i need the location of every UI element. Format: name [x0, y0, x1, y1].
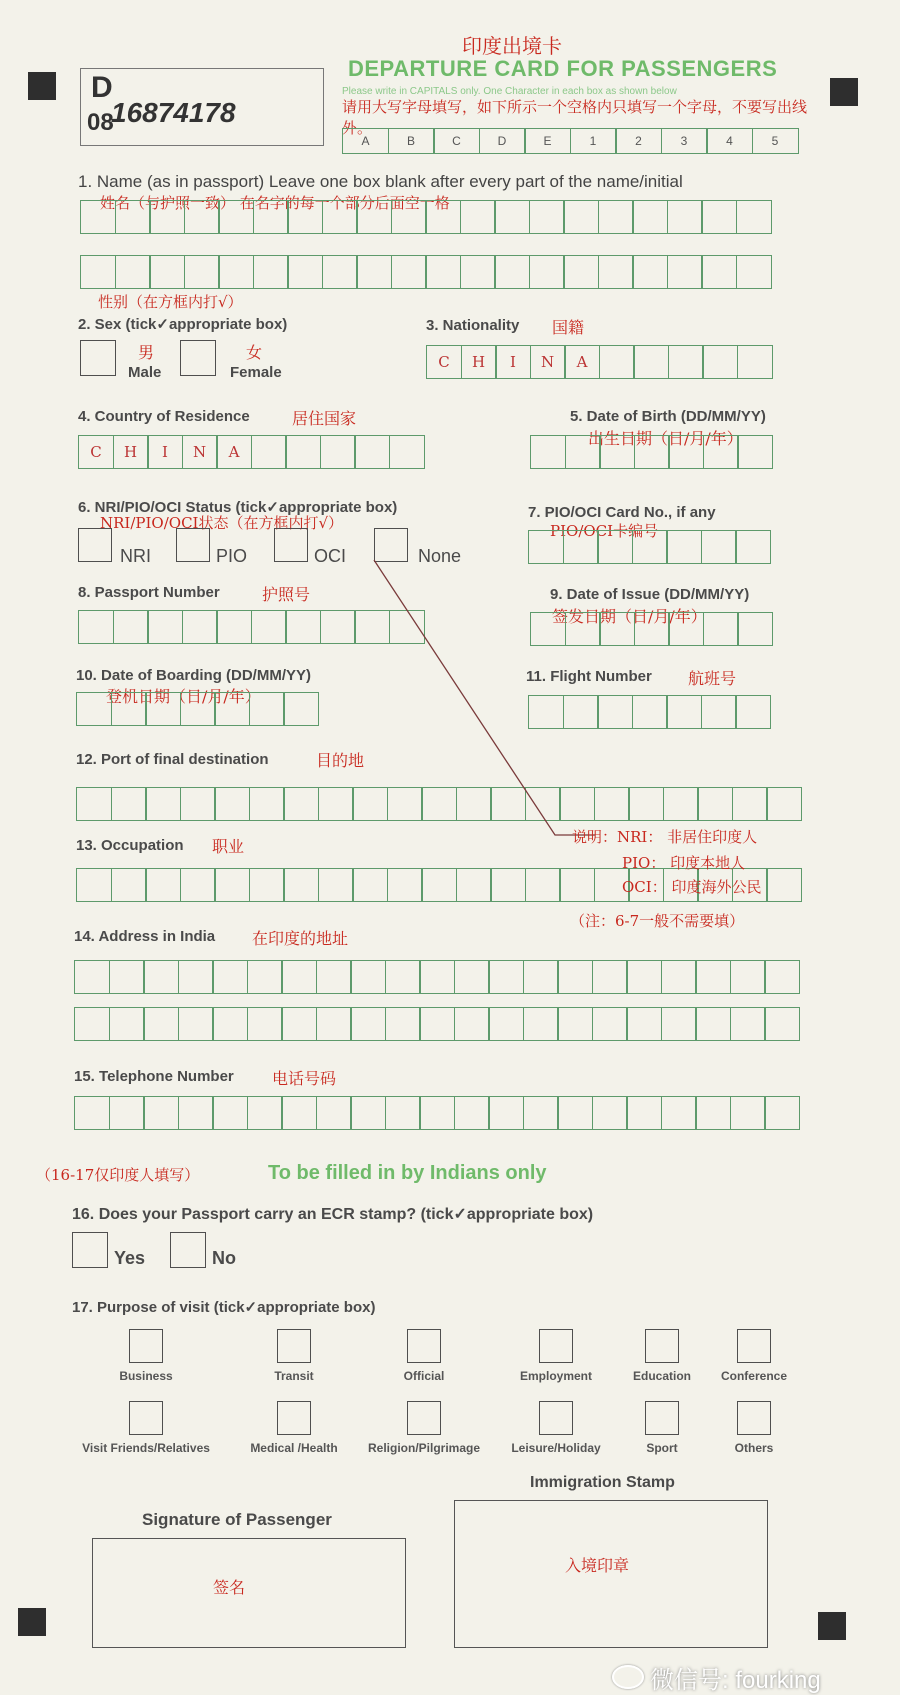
input-box[interactable]	[212, 1096, 248, 1130]
sample-char-box: 1	[570, 128, 617, 154]
pio-card-cn: PIO/OCI卡编号	[550, 522, 659, 540]
male-cn: 男	[138, 343, 155, 362]
dob-label: 5. Date of Birth (DD/MM/YY)	[570, 408, 766, 425]
purpose-checkbox[interactable]	[277, 1401, 311, 1435]
port-cn: 目的地	[316, 751, 365, 770]
input-box[interactable]	[523, 1096, 559, 1130]
address-cn: 在印度的地址	[252, 929, 349, 948]
input-box[interactable]	[385, 1096, 421, 1130]
note-pio: PIO： 印度本地人	[622, 854, 746, 872]
ecr-label: 16. Does your Passport carry an ECR stamp? (tick✓appropriate box)	[72, 1206, 594, 1223]
input-box[interactable]	[661, 1007, 697, 1041]
port-label: 12. Port of final destination	[76, 751, 269, 768]
sample-char-box: E	[524, 128, 571, 154]
input-box[interactable]: I	[147, 435, 183, 469]
input-box[interactable]	[350, 1096, 386, 1130]
purpose-checkbox[interactable]	[539, 1329, 573, 1363]
sample-char-box: 5	[752, 128, 799, 154]
purpose-label: Education	[632, 1369, 691, 1383]
note-nri: 说明：NRI： 非居住印度人	[572, 828, 758, 846]
input-box[interactable]	[143, 1007, 179, 1041]
input-box[interactable]: C	[78, 435, 114, 469]
input-box[interactable]	[350, 1007, 386, 1041]
nationality-label: 3. Nationality	[426, 317, 520, 334]
purpose-checkbox[interactable]	[129, 1401, 163, 1435]
input-box[interactable]	[764, 1007, 800, 1041]
input-box[interactable]	[178, 1007, 214, 1041]
input-box[interactable]	[350, 960, 386, 994]
status-cn: NRI/PIO/OCI状态（在方框内打√）	[100, 514, 344, 532]
wechat-icon	[612, 1665, 644, 1689]
input-box[interactable]	[557, 1096, 593, 1130]
indians-only-en: To be filled in by Indians only	[268, 1162, 547, 1184]
input-box[interactable]	[488, 1096, 524, 1130]
input-box[interactable]	[419, 1096, 455, 1130]
input-box[interactable]	[419, 960, 455, 994]
purpose-label: Leisure/Holiday	[511, 1441, 601, 1455]
female-cn: 女	[246, 343, 263, 362]
sample-char-box: 3	[661, 128, 708, 154]
purpose-label: Conference	[720, 1369, 788, 1383]
input-box[interactable]	[523, 1007, 559, 1041]
purpose-label: 17. Purpose of visit (tick✓appropriate box)	[72, 1299, 376, 1316]
input-box[interactable]	[661, 1096, 697, 1130]
input-box[interactable]	[143, 960, 179, 994]
signature-box[interactable]	[92, 1538, 406, 1648]
input-box[interactable]	[626, 1096, 662, 1130]
occupation-cn: 职业	[212, 837, 245, 856]
sex-cn: 性别（在方框内打√）	[98, 293, 243, 311]
input-box[interactable]	[212, 960, 248, 994]
note-optional: （注：6-7一般不需要填）	[570, 912, 745, 930]
nri-label: NRI	[120, 546, 151, 566]
input-box[interactable]: A	[564, 345, 600, 379]
sample-char-box: B	[388, 128, 435, 154]
passport-cn: 护照号	[262, 585, 311, 604]
input-box[interactable]	[74, 1096, 110, 1130]
issue-label: 9. Date of Issue (DD/MM/YY)	[550, 586, 750, 603]
input-box[interactable]	[281, 960, 317, 994]
input-box[interactable]: C	[426, 345, 462, 379]
serial-letter: D	[91, 71, 113, 104]
signature-label: Signature of Passenger	[142, 1510, 332, 1529]
input-box[interactable]	[592, 1007, 628, 1041]
indians-only-cn: （16-17仅印度人填写）	[36, 1166, 200, 1184]
input-box[interactable]	[178, 960, 214, 994]
purpose-checkbox[interactable]	[129, 1329, 163, 1363]
input-box[interactable]: I	[495, 345, 531, 379]
male-label: Male	[128, 364, 162, 381]
nationality-cn: 国籍	[552, 318, 585, 337]
phone-cn: 电话号码	[272, 1069, 337, 1088]
sample-char-box: A	[342, 128, 389, 154]
ecr-yes-checkbox[interactable]	[72, 1232, 108, 1268]
input-box[interactable]	[523, 960, 559, 994]
input-box[interactable]: H	[461, 345, 497, 379]
input-box[interactable]	[281, 1096, 317, 1130]
input-box[interactable]	[730, 1007, 766, 1041]
input-box[interactable]	[695, 1096, 731, 1130]
input-box[interactable]	[109, 960, 145, 994]
watermark: 微信号: fourking	[650, 1667, 821, 1694]
input-box[interactable]	[74, 960, 110, 994]
ecr-no-label: No	[212, 1248, 236, 1268]
signature-cn: 签名	[213, 1578, 246, 1597]
flight-cn: 航班号	[688, 669, 737, 688]
input-box[interactable]	[695, 960, 731, 994]
input-box[interactable]	[626, 960, 662, 994]
input-box[interactable]	[661, 960, 697, 994]
serial-prefix: 08	[87, 109, 114, 136]
purpose-label: Business	[119, 1369, 173, 1383]
input-box[interactable]	[281, 1007, 317, 1041]
input-box[interactable]	[109, 1007, 145, 1041]
sample-char-box: 2	[615, 128, 662, 154]
input-box[interactable]	[385, 1007, 421, 1041]
input-box[interactable]	[488, 960, 524, 994]
input-box[interactable]	[247, 960, 283, 994]
phone-boxes[interactable]	[74, 1096, 799, 1130]
title-cn: 印度出境卡	[462, 34, 562, 58]
boarding-label: 10. Date of Boarding (DD/MM/YY)	[76, 667, 312, 684]
purpose-label: Official	[403, 1369, 445, 1383]
female-label: Female	[230, 364, 282, 381]
input-box[interactable]	[143, 1096, 179, 1130]
instruction-cn: 请用大写字母填写，如下所示一个空格内只填写一个字母，不要写出线外。	[342, 98, 808, 137]
residence-label: 4. Country of Residence	[78, 408, 250, 425]
purpose-label: Visit Friends/Relatives	[82, 1441, 210, 1455]
input-box[interactable]	[316, 960, 352, 994]
input-box[interactable]: A	[216, 435, 252, 469]
ecr-no-checkbox[interactable]	[170, 1232, 206, 1268]
input-box[interactable]	[419, 1007, 455, 1041]
address-boxes-row-1[interactable]	[74, 960, 799, 994]
purpose-checkbox[interactable]	[737, 1401, 771, 1435]
input-box[interactable]	[454, 960, 490, 994]
input-box[interactable]	[730, 960, 766, 994]
address-boxes-row-2[interactable]	[74, 1007, 799, 1041]
purpose-checkbox[interactable]	[407, 1329, 441, 1363]
phone-label: 15. Telephone Number	[74, 1068, 234, 1085]
immigration-stamp-box	[454, 1500, 768, 1648]
sample-char-box: 4	[706, 128, 753, 154]
input-box[interactable]	[592, 960, 628, 994]
input-box[interactable]	[247, 1096, 283, 1130]
none-label: None	[418, 546, 462, 566]
input-box[interactable]	[454, 1096, 490, 1130]
input-box[interactable]	[109, 1096, 145, 1130]
serial-number: 16874178	[111, 97, 236, 128]
input-box[interactable]	[626, 1007, 662, 1041]
input-box[interactable]	[764, 960, 800, 994]
purpose-checkbox[interactable]	[277, 1329, 311, 1363]
instruction-en: Please write in CAPITALS only. One Character in each box as shown below	[342, 86, 677, 97]
input-box[interactable]: N	[530, 345, 566, 379]
sample-char-box: D	[479, 128, 526, 154]
purpose-checkbox[interactable]	[539, 1401, 573, 1435]
input-box[interactable]: N	[182, 435, 218, 469]
input-box[interactable]	[557, 960, 593, 994]
purpose-checkbox[interactable]	[645, 1329, 679, 1363]
purpose-label: Employment	[519, 1369, 592, 1383]
dob-cn: 出生日期（日/月/年）	[588, 429, 743, 448]
input-box[interactable]: H	[113, 435, 149, 469]
status-label: 6. NRI/PIO/OCI Status (tick✓appropriate box)	[78, 499, 398, 516]
purpose-label: Medical /Health	[250, 1441, 338, 1455]
note-oci: OCI： 印度海外公民	[622, 878, 762, 896]
input-box[interactable]	[316, 1007, 352, 1041]
input-box[interactable]	[695, 1007, 731, 1041]
occupation-label: 13. Occupation	[76, 837, 184, 854]
purpose-label: Religion/Pilgrimage	[367, 1441, 481, 1455]
pio-label: PIO	[216, 546, 248, 566]
input-box[interactable]	[730, 1096, 766, 1130]
purpose-label: Sport	[646, 1441, 678, 1455]
sample-char-box: C	[433, 128, 480, 154]
purpose-label: Transit	[274, 1369, 314, 1383]
input-box[interactable]	[454, 1007, 490, 1041]
input-box[interactable]	[178, 1096, 214, 1130]
input-box[interactable]	[557, 1007, 593, 1041]
immigration-stamp-label: Immigration Stamp	[530, 1474, 675, 1491]
issue-cn: 签发日期（日/月/年）	[552, 607, 707, 626]
input-box[interactable]	[316, 1096, 352, 1130]
immigration-stamp-cn: 入境印章	[565, 1556, 630, 1575]
pio-card-label: 7. PIO/OCI Card No., if any	[528, 504, 716, 521]
passport-label: 8. Passport Number	[78, 584, 220, 601]
boarding-cn: 登机日期（日/月/年）	[106, 687, 261, 706]
purpose-checkbox[interactable]	[407, 1401, 441, 1435]
address-label: 14. Address in India	[74, 928, 216, 945]
input-box[interactable]	[385, 960, 421, 994]
purpose-label: Others	[734, 1441, 774, 1455]
input-box[interactable]	[212, 1007, 248, 1041]
input-box[interactable]	[764, 1096, 800, 1130]
title-en: DEPARTURE CARD FOR PASSENGERS	[348, 56, 778, 81]
flight-label: 11. Flight Number	[526, 668, 652, 685]
name-cn: 姓名（与护照一致） 在名字的每一个部分后面空一格	[100, 194, 450, 212]
purpose-checkbox[interactable]	[645, 1401, 679, 1435]
sex-label: 2. Sex (tick✓appropriate box)	[78, 316, 288, 333]
input-box[interactable]	[247, 1007, 283, 1041]
input-box[interactable]	[488, 1007, 524, 1041]
name-label: 1. Name (as in passport) Leave one box blank after every part of the name/initial	[78, 172, 683, 191]
oci-label: OCI	[314, 546, 347, 566]
input-box[interactable]	[592, 1096, 628, 1130]
input-box[interactable]	[74, 1007, 110, 1041]
ecr-yes-label: Yes	[114, 1248, 146, 1268]
purpose-checkbox[interactable]	[737, 1329, 771, 1363]
residence-cn: 居住国家	[292, 409, 357, 428]
